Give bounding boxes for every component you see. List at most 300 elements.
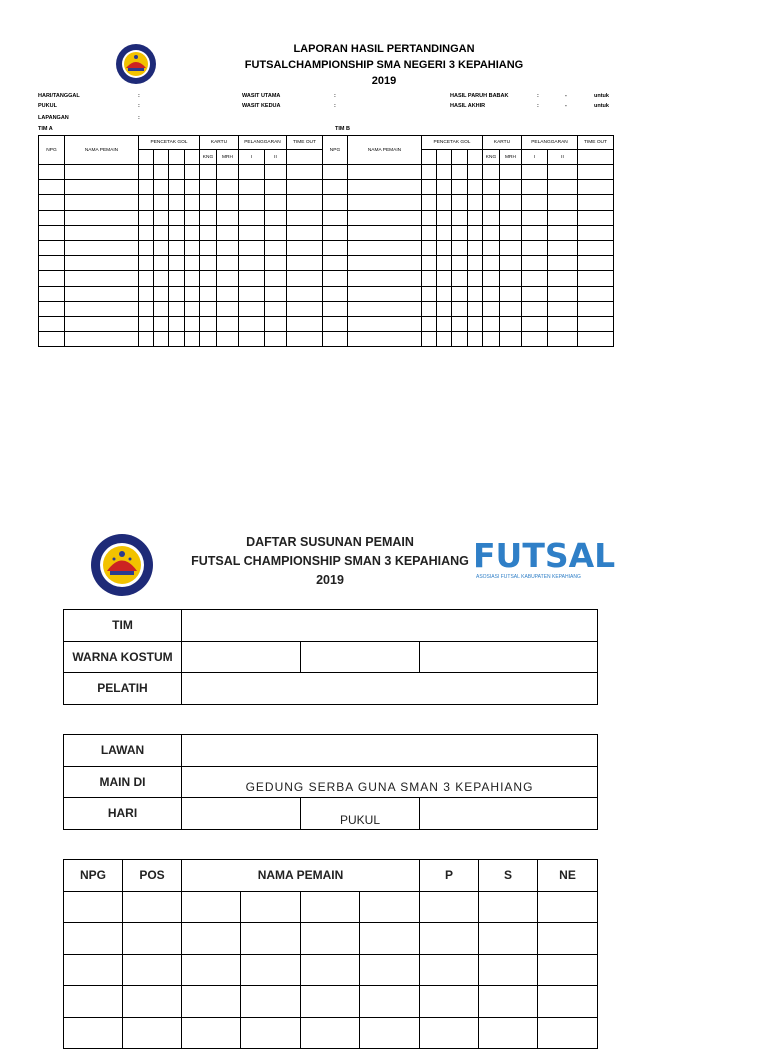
table-cell[interactable] [185,240,200,255]
table-cell[interactable] [200,195,217,210]
table-cell[interactable] [39,225,65,240]
table-cell[interactable] [200,286,217,301]
field-warna-2[interactable] [301,641,420,673]
table-cell[interactable] [483,165,500,180]
table-cell[interactable] [239,225,265,240]
table-cell[interactable] [468,332,483,347]
table-cell[interactable] [348,332,422,347]
table-cell[interactable] [522,165,548,180]
table-cell[interactable] [301,891,360,923]
table-cell[interactable] [422,165,437,180]
table-cell[interactable] [578,286,614,301]
table-cell[interactable] [241,986,301,1018]
table-cell[interactable] [182,923,241,955]
table-cell[interactable] [578,316,614,331]
table-cell[interactable] [139,240,154,255]
table-cell[interactable] [39,332,65,347]
table-cell[interactable] [548,195,578,210]
table-cell[interactable] [548,301,578,316]
table-cell[interactable] [301,986,360,1018]
table-cell[interactable] [500,316,522,331]
table-cell[interactable] [323,195,348,210]
table-cell[interactable] [422,271,437,286]
table-cell[interactable] [422,316,437,331]
table-cell[interactable] [548,240,578,255]
table-cell[interactable] [538,891,598,923]
table-cell[interactable] [287,316,323,331]
table-cell[interactable] [239,180,265,195]
table-cell[interactable] [123,986,182,1018]
table-cell[interactable] [483,240,500,255]
table-cell[interactable] [437,256,452,271]
table-cell[interactable] [39,316,65,331]
table-cell[interactable] [65,256,139,271]
table-cell[interactable] [287,195,323,210]
table-cell[interactable] [500,332,522,347]
table-cell[interactable] [422,210,437,225]
table-cell[interactable] [169,195,185,210]
table-cell[interactable] [452,332,468,347]
table-cell[interactable] [169,240,185,255]
table-cell[interactable] [500,180,522,195]
table-cell[interactable] [185,256,200,271]
table-cell[interactable] [154,225,169,240]
table-cell[interactable] [65,332,139,347]
table-cell[interactable] [217,332,239,347]
table-cell[interactable] [422,256,437,271]
table-cell[interactable] [200,332,217,347]
table-cell[interactable] [287,301,323,316]
table-cell[interactable] [422,286,437,301]
table-cell[interactable] [217,210,239,225]
table-cell[interactable] [154,256,169,271]
table-cell[interactable] [139,225,154,240]
table-cell[interactable] [437,165,452,180]
table-cell[interactable] [154,316,169,331]
table-cell[interactable] [437,240,452,255]
table-cell[interactable] [169,301,185,316]
table-cell[interactable] [239,256,265,271]
table-cell[interactable] [500,165,522,180]
table-cell[interactable] [287,271,323,286]
table-cell[interactable] [578,225,614,240]
table-cell[interactable] [468,195,483,210]
table-cell[interactable] [522,240,548,255]
table-cell[interactable] [154,195,169,210]
table-cell[interactable] [500,195,522,210]
table-cell[interactable] [154,271,169,286]
table-cell[interactable] [500,225,522,240]
table-cell[interactable] [437,271,452,286]
table-cell[interactable] [452,180,468,195]
table-cell[interactable] [239,165,265,180]
table-cell[interactable] [323,271,348,286]
table-cell[interactable] [437,316,452,331]
table-cell[interactable] [483,332,500,347]
table-cell[interactable] [468,301,483,316]
table-cell[interactable] [241,954,301,986]
field-warna-3[interactable] [420,641,598,673]
table-cell[interactable] [468,180,483,195]
table-cell[interactable] [348,301,422,316]
table-cell[interactable] [185,195,200,210]
table-cell[interactable] [452,225,468,240]
table-cell[interactable] [123,923,182,955]
table-cell[interactable] [483,286,500,301]
table-cell[interactable] [39,180,65,195]
table-cell[interactable] [538,923,598,955]
table-cell[interactable] [139,271,154,286]
table-cell[interactable] [348,165,422,180]
table-cell[interactable] [154,286,169,301]
table-cell[interactable] [265,271,287,286]
table-cell[interactable] [468,225,483,240]
table-cell[interactable] [65,240,139,255]
table-cell[interactable] [185,301,200,316]
table-cell[interactable] [265,180,287,195]
table-cell[interactable] [323,316,348,331]
table-cell[interactable] [169,271,185,286]
field-warna-1[interactable] [182,641,301,673]
table-cell[interactable] [139,165,154,180]
table-cell[interactable] [39,195,65,210]
table-cell[interactable] [200,180,217,195]
table-cell[interactable] [287,210,323,225]
table-cell[interactable] [479,1017,538,1049]
table-cell[interactable] [200,225,217,240]
table-cell[interactable] [500,240,522,255]
table-cell[interactable] [239,286,265,301]
table-cell[interactable] [265,316,287,331]
table-cell[interactable] [239,271,265,286]
table-cell[interactable] [217,316,239,331]
table-cell[interactable] [578,210,614,225]
table-cell[interactable] [185,180,200,195]
table-cell[interactable] [169,256,185,271]
table-cell[interactable] [239,332,265,347]
table-cell[interactable] [139,256,154,271]
table-cell[interactable] [500,256,522,271]
field-pelatih[interactable] [182,673,598,705]
table-cell[interactable] [65,271,139,286]
table-cell[interactable] [323,256,348,271]
table-cell[interactable] [65,286,139,301]
table-cell[interactable] [287,240,323,255]
table-cell[interactable] [578,256,614,271]
table-cell[interactable] [468,256,483,271]
table-cell[interactable] [522,271,548,286]
table-cell[interactable] [169,225,185,240]
table-cell[interactable] [169,286,185,301]
table-cell[interactable] [182,986,241,1018]
table-cell[interactable] [578,332,614,347]
table-cell[interactable] [39,301,65,316]
table-cell[interactable] [479,891,538,923]
table-cell[interactable] [265,301,287,316]
table-cell[interactable] [154,332,169,347]
table-cell[interactable] [65,180,139,195]
table-cell[interactable] [323,225,348,240]
table-cell[interactable] [200,210,217,225]
table-cell[interactable] [139,316,154,331]
table-cell[interactable] [64,986,123,1018]
table-cell[interactable] [200,271,217,286]
table-cell[interactable] [483,180,500,195]
table-cell[interactable] [348,180,422,195]
table-cell[interactable] [468,165,483,180]
table-cell[interactable] [468,286,483,301]
table-cell[interactable] [265,240,287,255]
table-cell[interactable] [437,195,452,210]
table-cell[interactable] [538,954,598,986]
table-cell[interactable] [452,286,468,301]
table-cell[interactable] [422,225,437,240]
table-cell[interactable] [548,316,578,331]
table-cell[interactable] [65,165,139,180]
table-cell[interactable] [522,332,548,347]
table-cell[interactable] [578,180,614,195]
table-cell[interactable] [468,271,483,286]
table-cell[interactable] [287,165,323,180]
table-cell[interactable] [468,316,483,331]
table-cell[interactable] [548,225,578,240]
table-cell[interactable] [323,210,348,225]
table-cell[interactable] [522,256,548,271]
table-cell[interactable] [287,332,323,347]
table-cell[interactable] [348,210,422,225]
table-cell[interactable] [522,210,548,225]
table-cell[interactable] [39,210,65,225]
table-cell[interactable] [479,923,538,955]
table-cell[interactable] [39,165,65,180]
table-cell[interactable] [360,1017,420,1049]
table-cell[interactable] [348,195,422,210]
table-cell[interactable] [265,332,287,347]
table-cell[interactable] [185,332,200,347]
table-cell[interactable] [182,1017,241,1049]
table-cell[interactable] [182,954,241,986]
table-cell[interactable] [185,316,200,331]
table-cell[interactable] [139,332,154,347]
table-cell[interactable] [483,195,500,210]
table-cell[interactable] [548,286,578,301]
table-cell[interactable] [64,954,123,986]
table-cell[interactable] [479,986,538,1018]
table-cell[interactable] [323,165,348,180]
table-cell[interactable] [578,240,614,255]
table-cell[interactable] [437,332,452,347]
table-cell[interactable] [265,210,287,225]
table-cell[interactable] [301,1017,360,1049]
table-cell[interactable] [437,180,452,195]
table-cell[interactable] [241,891,301,923]
table-cell[interactable] [360,923,420,955]
table-cell[interactable] [483,316,500,331]
table-cell[interactable] [239,316,265,331]
table-cell[interactable] [64,891,123,923]
table-cell[interactable] [139,301,154,316]
table-cell[interactable] [348,256,422,271]
table-cell[interactable] [200,301,217,316]
table-cell[interactable] [200,256,217,271]
table-cell[interactable] [217,286,239,301]
table-cell[interactable] [548,332,578,347]
table-cell[interactable] [437,225,452,240]
table-cell[interactable] [548,256,578,271]
table-cell[interactable] [538,986,598,1018]
table-cell[interactable] [154,210,169,225]
table-cell[interactable] [548,165,578,180]
table-cell[interactable] [123,954,182,986]
table-cell[interactable] [39,271,65,286]
table-cell[interactable] [154,301,169,316]
table-cell[interactable] [422,332,437,347]
table-cell[interactable] [217,240,239,255]
table-cell[interactable] [64,1017,123,1049]
table-cell[interactable] [522,301,548,316]
table-cell[interactable] [522,195,548,210]
table-cell[interactable] [420,891,479,923]
table-cell[interactable] [169,316,185,331]
table-cell[interactable] [437,286,452,301]
table-cell[interactable] [217,271,239,286]
table-cell[interactable] [287,225,323,240]
table-cell[interactable] [200,165,217,180]
table-cell[interactable] [522,286,548,301]
table-cell[interactable] [323,286,348,301]
table-cell[interactable] [522,225,548,240]
table-cell[interactable] [500,271,522,286]
table-cell[interactable] [169,210,185,225]
table-cell[interactable] [65,301,139,316]
table-cell[interactable] [239,210,265,225]
field-tim[interactable] [182,610,598,642]
table-cell[interactable] [323,332,348,347]
table-cell[interactable] [452,301,468,316]
table-cell[interactable] [287,286,323,301]
table-cell[interactable] [578,271,614,286]
table-cell[interactable] [65,195,139,210]
table-cell[interactable] [200,240,217,255]
table-cell[interactable] [323,180,348,195]
table-cell[interactable] [217,180,239,195]
table-cell[interactable] [123,891,182,923]
table-cell[interactable] [39,240,65,255]
table-cell[interactable] [185,225,200,240]
table-cell[interactable] [241,1017,301,1049]
table-cell[interactable] [169,332,185,347]
table-cell[interactable] [217,165,239,180]
table-cell[interactable] [348,316,422,331]
table-cell[interactable] [287,256,323,271]
table-cell[interactable] [483,210,500,225]
table-cell[interactable] [452,240,468,255]
table-cell[interactable] [185,165,200,180]
table-cell[interactable] [500,210,522,225]
table-cell[interactable] [169,165,185,180]
table-cell[interactable] [323,301,348,316]
table-cell[interactable] [548,210,578,225]
table-cell[interactable] [239,240,265,255]
field-hari[interactable] [182,798,301,830]
table-cell[interactable] [420,986,479,1018]
table-cell[interactable] [65,210,139,225]
table-cell[interactable] [348,286,422,301]
table-cell[interactable] [422,180,437,195]
table-cell[interactable] [452,195,468,210]
table-cell[interactable] [578,301,614,316]
table-cell[interactable] [479,954,538,986]
table-cell[interactable] [169,180,185,195]
table-cell[interactable] [522,180,548,195]
table-cell[interactable] [360,891,420,923]
table-cell[interactable] [185,271,200,286]
table-cell[interactable] [538,1017,598,1049]
table-cell[interactable] [123,1017,182,1049]
table-cell[interactable] [185,210,200,225]
table-cell[interactable] [578,165,614,180]
table-cell[interactable] [265,225,287,240]
table-cell[interactable] [578,195,614,210]
table-cell[interactable] [65,225,139,240]
table-cell[interactable] [348,271,422,286]
table-cell[interactable] [452,271,468,286]
table-cell[interactable] [217,256,239,271]
table-cell[interactable] [483,225,500,240]
table-cell[interactable] [200,316,217,331]
table-cell[interactable] [323,240,348,255]
field-lawan[interactable] [182,735,598,767]
table-cell[interactable] [287,180,323,195]
table-cell[interactable] [265,286,287,301]
table-cell[interactable] [265,256,287,271]
table-cell[interactable] [185,286,200,301]
table-cell[interactable] [452,316,468,331]
table-cell[interactable] [217,225,239,240]
table-cell[interactable] [452,210,468,225]
table-cell[interactable] [500,286,522,301]
table-cell[interactable] [360,986,420,1018]
table-cell[interactable] [241,923,301,955]
table-cell[interactable] [139,180,154,195]
table-cell[interactable] [217,195,239,210]
table-cell[interactable] [522,316,548,331]
table-cell[interactable] [39,286,65,301]
table-cell[interactable] [360,954,420,986]
table-cell[interactable] [265,195,287,210]
table-cell[interactable] [182,891,241,923]
table-cell[interactable] [437,210,452,225]
table-cell[interactable] [139,286,154,301]
table-cell[interactable] [548,180,578,195]
field-pukul[interactable] [420,798,598,830]
table-cell[interactable] [420,1017,479,1049]
table-cell[interactable] [422,301,437,316]
table-cell[interactable] [65,316,139,331]
table-cell[interactable] [154,165,169,180]
table-cell[interactable] [64,923,123,955]
table-cell[interactable] [500,301,522,316]
table-cell[interactable] [348,225,422,240]
table-cell[interactable] [422,240,437,255]
table-cell[interactable] [239,301,265,316]
table-cell[interactable] [348,240,422,255]
table-cell[interactable] [548,271,578,286]
table-cell[interactable] [420,923,479,955]
table-cell[interactable] [154,180,169,195]
table-cell[interactable] [239,195,265,210]
table-cell[interactable] [139,195,154,210]
